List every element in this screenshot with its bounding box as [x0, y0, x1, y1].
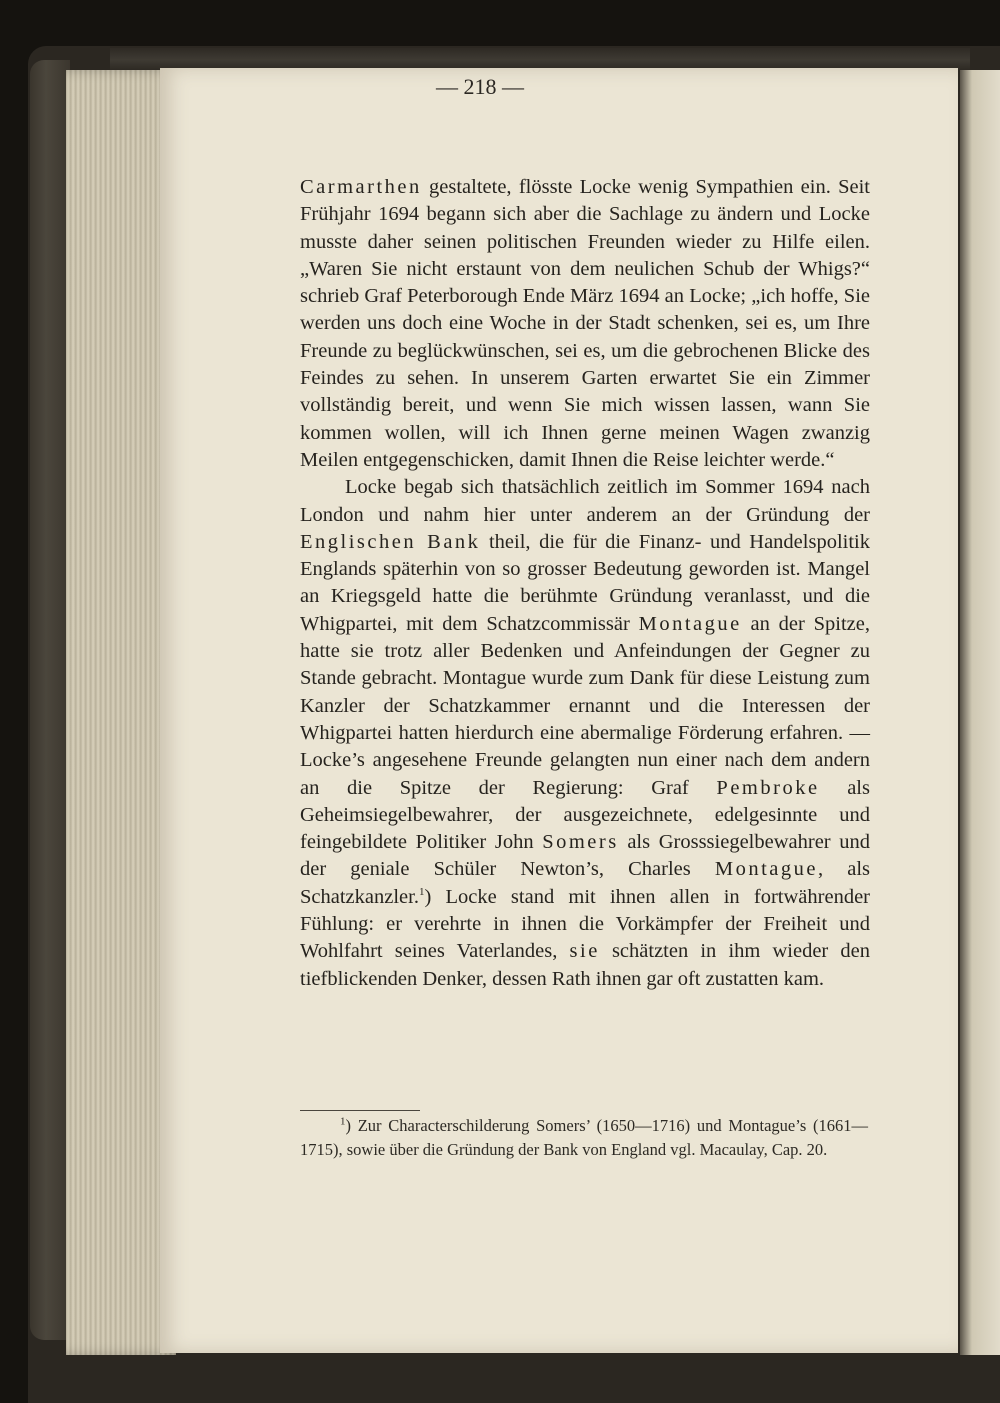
text-span: gestaltete, flösste Locke wenig Sympathien ein. Seit Frühjahr 1694 begann sich aber die Sachlage zu ändern und Locke musste daher seinen politischen Freunden wieder zu Hilfe eilen. „Waren Sie nicht erstaunt von dem neulichen Schub der Whigs?“ schrieb Graf Peterborough Ende März 1694 an Locke; „ich hoffe, Sie werden uns doch eine Woche in der Stadt schenken, sei es, um Ihre Freunde zu beglückwünschen, sei es, um die gebrochenen Blicke des Feindes zu sehen. In unserem Garten erwartet Sie ein Zimmer vollständig bereit, und wenn Sie mich wissen lassen, wann Sie kommen wollen, will ich Ihnen gerne meinen Wagen zwanzig Meilen entgegenschicken, damit Ihnen die Reise leichter werde.“: [300, 176, 870, 471]
emphasized-text: Pembroke: [716, 776, 820, 799]
footnote: [300, 1114, 868, 1161]
text-span: an der Spitze, hatte sie trotz aller Bedenken und Anfeindungen der Gegner zu Stande gebracht. Montague wurde zum Dank für diese Leistung zum Kanzler der Schatzkammer ernannt und die Interessen der Whigpartei hatten hierdurch eine abermalige Förderung erfahren. — Locke’s angesehene Freunde gelangten nun einer nach dem andern an die Spitze der Regierung: Graf: [300, 612, 871, 799]
paragraph-1: [300, 174, 870, 474]
text-span: als Geheimsiegelbewahrer, der ausgezeichnete, edelgesinnte und feingebildete Politiker John: [300, 776, 870, 854]
book-spine-edge: [30, 60, 70, 1340]
emphasized-text: Montague: [638, 612, 742, 635]
text-span: Carmarthen: [300, 176, 422, 198]
footnote-marker: 1: [340, 1115, 346, 1128]
text-span: als Grosssiegelbewahrer und der geniale Schüler Newton’s, Charles: [300, 831, 870, 881]
text-span: , als Schatzkanzler.: [300, 858, 870, 908]
text-span: Locke begab sich thatsächlich zeitlich im Sommer 1694 nach London und nahm hier unter anderem an der Gründung der: [300, 476, 870, 526]
facing-page-edge: [960, 70, 1000, 1355]
body-text: [300, 174, 870, 993]
emphasized-text: Somers: [542, 831, 619, 854]
emphasized-text: sie: [569, 940, 600, 963]
footnote-reference: 1: [418, 885, 425, 898]
footnote-divider: [300, 1110, 420, 1111]
text-span: theil, die für die Finanz- und Handelspolitik Englands späterhin von so grosser Bedeutung geworden ist. Mangel an Kriegsgeld hatte die berühmte Gründung veranlasst, und die Whigpartei, mit dem Schatzcommissär: [300, 530, 870, 635]
page-number: — 218 —: [436, 74, 524, 99]
text-span: schätzten in ihm wieder den tiefblickenden Denker, dessen Rath ihnen gar oft zustatten kam.: [300, 940, 870, 990]
emphasized-text: Montague: [714, 858, 818, 881]
footnote-text: ) Zur Characterschilderung Somers’ (1650—1716) und Montague’s (1661—1715), sowie über die Gründung der Bank von England vgl. Macaulay, Cap. 20.: [300, 1116, 868, 1159]
text-span: ) Locke stand mit ihnen allen in fortwährender Fühlung: er verehrte in ihnen die Vorkämpfer der Freiheit und Wohlfahrt seines Vaterlandes,: [300, 885, 870, 963]
emphasized-text: Englischen Bank: [300, 530, 481, 553]
paragraph-2: [300, 474, 870, 993]
